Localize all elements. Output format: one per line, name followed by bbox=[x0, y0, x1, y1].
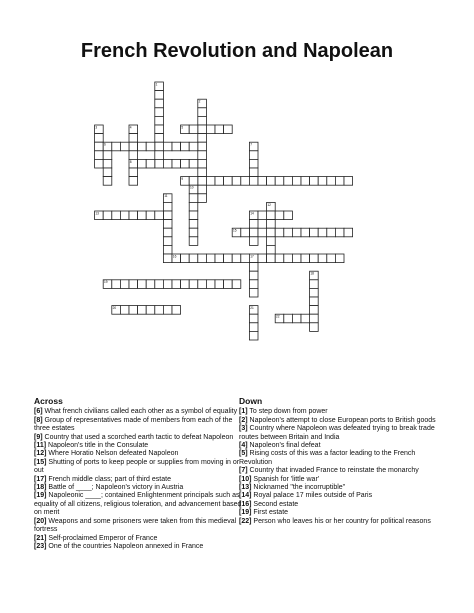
grid-cell[interactable] bbox=[284, 228, 293, 237]
grid-cell[interactable] bbox=[249, 271, 258, 280]
grid-cell[interactable] bbox=[275, 211, 284, 220]
grid-cell[interactable] bbox=[172, 159, 181, 168]
grid-cell[interactable] bbox=[112, 280, 121, 289]
grid-cell[interactable] bbox=[232, 177, 241, 186]
grid-cell[interactable] bbox=[249, 151, 258, 160]
clue-text: Napoleon's attempt to close European ports to British goods bbox=[249, 416, 436, 424]
cell-number: 6 bbox=[104, 142, 106, 147]
grid-cell[interactable] bbox=[120, 142, 129, 151]
grid-cell[interactable] bbox=[267, 220, 276, 229]
grid-cell[interactable] bbox=[284, 177, 293, 186]
grid-cell[interactable] bbox=[172, 280, 181, 289]
grid-cell[interactable] bbox=[258, 228, 267, 237]
grid-cell[interactable] bbox=[163, 254, 172, 263]
clue-number: [14] bbox=[239, 492, 252, 500]
cell-number: 4 bbox=[129, 125, 132, 130]
across-clue bbox=[34, 417, 242, 434]
grid-cell[interactable] bbox=[310, 297, 319, 306]
clue-text: Second estate bbox=[253, 500, 299, 508]
grid-cell[interactable] bbox=[155, 280, 164, 289]
across-clue-list bbox=[34, 397, 242, 551]
grid-cell[interactable] bbox=[310, 323, 319, 332]
cell-number: 17 bbox=[250, 254, 254, 259]
down-clue bbox=[239, 518, 447, 526]
grid-cell[interactable] bbox=[292, 228, 301, 237]
grid-cell[interactable] bbox=[189, 194, 198, 203]
grid-cell[interactable] bbox=[129, 211, 138, 220]
grid-cell[interactable] bbox=[163, 159, 172, 168]
grid-cell[interactable] bbox=[301, 177, 310, 186]
grid-cell[interactable] bbox=[189, 254, 198, 263]
across-clue bbox=[34, 408, 242, 416]
cell-number: 16 bbox=[172, 254, 177, 259]
clue-number: [11] bbox=[34, 442, 47, 450]
clue-number: [8] bbox=[34, 416, 43, 424]
clue-text: Self-proclaimed Emperor of France bbox=[48, 534, 158, 542]
clue-text: Battle of ____; Napoleon's victory in Austria bbox=[48, 484, 184, 492]
grid-cell[interactable] bbox=[198, 125, 207, 134]
clue-number: [6] bbox=[34, 408, 43, 416]
grid-cell[interactable] bbox=[198, 280, 207, 289]
clue-number: [7] bbox=[239, 467, 248, 475]
cell-number: 20 bbox=[112, 306, 117, 310]
grid-cell[interactable] bbox=[198, 108, 207, 117]
cell-number: 5 bbox=[181, 125, 184, 130]
clue-number: [17] bbox=[34, 475, 47, 483]
cell-number: 3 bbox=[95, 125, 98, 130]
grid-cell[interactable] bbox=[301, 314, 310, 323]
grid-cell[interactable] bbox=[275, 228, 284, 237]
grid-cell[interactable] bbox=[275, 177, 284, 186]
grid-cell[interactable] bbox=[215, 125, 224, 134]
across-clue bbox=[34, 535, 242, 543]
grid-cell[interactable] bbox=[155, 108, 164, 117]
grid-cell[interactable] bbox=[129, 306, 138, 315]
across-clue bbox=[34, 484, 242, 492]
grid-cell[interactable] bbox=[138, 159, 147, 168]
grid-cell[interactable] bbox=[163, 202, 172, 211]
cell-number: 8 bbox=[129, 159, 132, 164]
grid-cell[interactable] bbox=[163, 228, 172, 237]
grid-cell[interactable] bbox=[318, 228, 327, 237]
grid-cell[interactable] bbox=[198, 159, 207, 168]
grid-cell[interactable] bbox=[198, 177, 207, 186]
clue-text: Group of representatives made of members from each of the three estates bbox=[34, 416, 233, 433]
grid-cell[interactable] bbox=[103, 168, 112, 177]
grid-cell[interactable] bbox=[310, 228, 319, 237]
grid-cell[interactable] bbox=[189, 211, 198, 220]
clue-number: [12] bbox=[34, 450, 47, 458]
grid-cell[interactable] bbox=[275, 254, 284, 263]
cell-number: 12 bbox=[267, 202, 271, 207]
grid-cell[interactable] bbox=[95, 159, 104, 168]
grid-cell[interactable] bbox=[249, 168, 258, 177]
across-clue bbox=[34, 543, 242, 551]
grid-cell[interactable] bbox=[181, 142, 190, 151]
down-heading: Down bbox=[239, 396, 263, 406]
clue-text: Country where Napoleon was defeated trying to break trade routes between Britain and India bbox=[239, 425, 435, 441]
grid-cell[interactable] bbox=[241, 254, 250, 263]
across-clue bbox=[34, 476, 242, 484]
grid-cell[interactable] bbox=[267, 237, 276, 246]
down-clue bbox=[239, 501, 447, 509]
grid-cell[interactable] bbox=[163, 237, 172, 246]
grid-cell[interactable] bbox=[189, 280, 198, 289]
grid-cell[interactable] bbox=[335, 254, 344, 263]
grid-cell[interactable] bbox=[163, 280, 172, 289]
grid-cell[interactable] bbox=[249, 280, 258, 289]
cell-number: 19 bbox=[104, 280, 108, 285]
grid-cell[interactable] bbox=[129, 134, 138, 143]
grid-cell[interactable] bbox=[103, 211, 112, 220]
grid-cell[interactable] bbox=[163, 142, 172, 151]
across-clue bbox=[34, 434, 242, 442]
grid-cell[interactable] bbox=[198, 185, 207, 194]
cell-number: 18 bbox=[310, 271, 314, 276]
cell-number: 14 bbox=[250, 211, 254, 216]
grid-cell[interactable] bbox=[163, 220, 172, 229]
grid-cell[interactable] bbox=[120, 211, 129, 220]
grid-cell[interactable] bbox=[155, 91, 164, 100]
grid-cell[interactable] bbox=[327, 177, 336, 186]
grid-cell[interactable] bbox=[215, 177, 224, 186]
grid-cell[interactable] bbox=[95, 151, 104, 160]
clue-text: Weapons and some prisoners were taken from this medieval fortress bbox=[34, 517, 237, 534]
clue-text: French middle class; part of third estate bbox=[48, 475, 171, 483]
clue-number: [15] bbox=[34, 458, 47, 466]
grid-cell[interactable] bbox=[267, 228, 276, 237]
grid-cell[interactable] bbox=[335, 228, 344, 237]
grid-cell[interactable] bbox=[284, 211, 293, 220]
down-clue bbox=[239, 425, 447, 442]
grid-cell[interactable] bbox=[224, 125, 233, 134]
grid-cell[interactable] bbox=[112, 142, 121, 151]
grid-cell[interactable] bbox=[310, 280, 319, 289]
grid-cell[interactable] bbox=[155, 142, 164, 151]
grid-cell[interactable] bbox=[120, 280, 129, 289]
clue-text: What french civilians called each other as a symbol of equality bbox=[44, 408, 238, 416]
grid-cell[interactable] bbox=[181, 280, 190, 289]
grid-cell[interactable] bbox=[189, 177, 198, 186]
clue-text: Shutting of ports to keep people or supplies from moving in or out bbox=[34, 458, 240, 475]
clue-text: Where Horatio Nelson defeated Napoleon bbox=[48, 450, 179, 458]
down-clue bbox=[239, 476, 447, 484]
clue-text: First estate bbox=[253, 509, 289, 517]
grid-cell[interactable] bbox=[284, 314, 293, 323]
across-clue bbox=[34, 442, 242, 450]
clue-text: Napoleon's final defeat bbox=[249, 442, 321, 450]
grid-cell[interactable] bbox=[172, 142, 181, 151]
grid-cell[interactable] bbox=[318, 177, 327, 186]
grid-cell[interactable] bbox=[206, 125, 215, 134]
down-clue bbox=[239, 467, 447, 475]
clue-number: [20] bbox=[34, 517, 47, 525]
grid-cell[interactable] bbox=[198, 116, 207, 125]
grid-cell[interactable] bbox=[189, 202, 198, 211]
grid-cell[interactable] bbox=[344, 177, 353, 186]
grid-cell[interactable] bbox=[241, 228, 250, 237]
grid-cell[interactable] bbox=[224, 177, 233, 186]
grid-cell[interactable] bbox=[95, 142, 104, 151]
grid-cell[interactable] bbox=[189, 159, 198, 168]
grid-cell[interactable] bbox=[163, 306, 172, 315]
grid-cell[interactable] bbox=[258, 211, 267, 220]
grid-cell[interactable] bbox=[249, 288, 258, 297]
puzzle-title: French Revolution and Napolean bbox=[80, 40, 394, 62]
grid-cell[interactable] bbox=[146, 306, 155, 315]
grid-cell[interactable] bbox=[189, 142, 198, 151]
grid-cell[interactable] bbox=[155, 159, 164, 168]
grid-cell[interactable] bbox=[198, 194, 207, 203]
grid-cell[interactable] bbox=[146, 280, 155, 289]
grid-cell[interactable] bbox=[267, 177, 276, 186]
grid-cell[interactable] bbox=[206, 177, 215, 186]
cell-number: 11 bbox=[164, 194, 168, 199]
clue-number: [19] bbox=[239, 509, 252, 517]
grid-cell[interactable] bbox=[215, 280, 224, 289]
cell-number: 21 bbox=[250, 306, 254, 310]
grid-cell[interactable] bbox=[95, 134, 104, 143]
cell-number: 15 bbox=[233, 228, 237, 233]
grid-cell[interactable] bbox=[224, 280, 233, 289]
grid-cell[interactable] bbox=[249, 220, 258, 229]
clue-text: Country that invaded France to reinstate the monarchy bbox=[249, 467, 419, 475]
grid-cell[interactable] bbox=[292, 177, 301, 186]
grid-cell[interactable] bbox=[189, 237, 198, 246]
grid-cell[interactable] bbox=[181, 254, 190, 263]
clue-number: [5] bbox=[239, 450, 248, 458]
across-clue bbox=[34, 459, 242, 476]
clue-number: [23] bbox=[34, 542, 47, 550]
cell-number: 1 bbox=[155, 82, 158, 87]
grid-cell[interactable] bbox=[267, 211, 276, 220]
grid-cell[interactable] bbox=[301, 254, 310, 263]
cell-number: 2 bbox=[198, 99, 201, 104]
grid-cell[interactable] bbox=[138, 306, 147, 315]
grid-cell[interactable] bbox=[163, 211, 172, 220]
grid-cell[interactable] bbox=[103, 177, 112, 186]
grid-cell[interactable] bbox=[129, 280, 138, 289]
grid-cell[interactable] bbox=[172, 306, 181, 315]
grid-cell[interactable] bbox=[129, 142, 138, 151]
grid-cell[interactable] bbox=[215, 254, 224, 263]
cell-number: 22 bbox=[276, 314, 280, 319]
grid-cell[interactable] bbox=[267, 245, 276, 254]
cell-number: 7 bbox=[250, 142, 252, 147]
clue-number: [1] bbox=[239, 408, 248, 416]
grid-cell[interactable] bbox=[344, 228, 353, 237]
grid-cell[interactable] bbox=[249, 323, 258, 332]
grid-cell[interactable] bbox=[292, 254, 301, 263]
grid-cell[interactable] bbox=[198, 134, 207, 143]
grid-cell[interactable] bbox=[249, 331, 258, 340]
clue-text: Spanish for 'little war' bbox=[253, 475, 320, 483]
grid-cell[interactable] bbox=[198, 254, 207, 263]
clue-text: Person who leaves his or her country for political reasons bbox=[253, 517, 431, 525]
grid-cell[interactable] bbox=[258, 254, 267, 263]
clue-text: Napoleon's title in the Consulate bbox=[48, 442, 149, 450]
grid-cell[interactable] bbox=[284, 254, 293, 263]
grid-cell[interactable] bbox=[129, 168, 138, 177]
grid-cell[interactable] bbox=[146, 159, 155, 168]
grid-cell[interactable] bbox=[155, 306, 164, 315]
grid-cell[interactable] bbox=[249, 263, 258, 272]
clue-text: Country that used a scorched earth tactic to defeat Napoleon bbox=[44, 433, 234, 441]
grid-cell[interactable] bbox=[189, 125, 198, 134]
clue-number: [10] bbox=[239, 475, 252, 483]
grid-cell[interactable] bbox=[318, 254, 327, 263]
clue-text: To step down from power bbox=[249, 408, 328, 416]
grid-cell[interactable] bbox=[129, 177, 138, 186]
clue-number: [4] bbox=[239, 442, 248, 450]
grid-cell[interactable] bbox=[232, 254, 241, 263]
clue-number: [21] bbox=[34, 534, 47, 542]
grid-cell[interactable] bbox=[310, 288, 319, 297]
clue-text: Royal palace 17 miles outside of Paris bbox=[253, 492, 373, 500]
grid-cell[interactable] bbox=[120, 306, 129, 315]
clue-number: [2] bbox=[239, 416, 248, 424]
clue-text: Nicknamed "the incorruptible" bbox=[253, 484, 346, 492]
grid-cell[interactable] bbox=[146, 142, 155, 151]
grid-cell[interactable] bbox=[310, 314, 319, 323]
across-clue bbox=[34, 518, 242, 535]
grid-cell[interactable] bbox=[181, 159, 190, 168]
grid-cell[interactable] bbox=[103, 151, 112, 160]
down-clue bbox=[239, 509, 447, 517]
grid-cell[interactable] bbox=[301, 228, 310, 237]
clue-number: [18] bbox=[34, 484, 47, 492]
cell-number: 9 bbox=[181, 177, 184, 181]
grid-cell[interactable] bbox=[249, 228, 258, 237]
grid-cell[interactable] bbox=[241, 177, 250, 186]
down-clue bbox=[239, 408, 447, 416]
grid-cell[interactable] bbox=[189, 220, 198, 229]
grid-cell[interactable] bbox=[206, 254, 215, 263]
grid-cell[interactable] bbox=[146, 211, 155, 220]
grid-cell[interactable] bbox=[258, 177, 267, 186]
grid-cell[interactable] bbox=[198, 151, 207, 160]
grid-cell[interactable] bbox=[327, 228, 336, 237]
grid-cell[interactable] bbox=[138, 211, 147, 220]
grid-cell[interactable] bbox=[155, 211, 164, 220]
down-clue bbox=[239, 484, 447, 492]
cell-number: 13 bbox=[95, 211, 99, 216]
grid-cell[interactable] bbox=[292, 314, 301, 323]
across-heading: Across bbox=[34, 396, 63, 406]
grid-cell[interactable] bbox=[155, 151, 164, 160]
grid-cell[interactable] bbox=[129, 151, 138, 160]
clue-number: [19] bbox=[34, 492, 47, 500]
clue-text: Napoleonic ____; contained Enlightenment principals such as equality of all citizens, religious toleration, and advancement based on merit bbox=[34, 492, 242, 517]
down-clue-list bbox=[239, 397, 447, 526]
grid-cell[interactable] bbox=[206, 280, 215, 289]
grid-cell[interactable] bbox=[189, 228, 198, 237]
across-clue bbox=[34, 450, 242, 458]
clue-text: One of the countries Napoleon annexed in France bbox=[48, 542, 204, 550]
grid-cell[interactable] bbox=[310, 306, 319, 315]
clue-text: Rising costs of this was a factor leading to the French Revolution bbox=[239, 450, 416, 466]
grid-cell[interactable] bbox=[198, 142, 207, 151]
grid-cell[interactable] bbox=[249, 159, 258, 168]
grid-cell[interactable] bbox=[155, 125, 164, 134]
grid-cell[interactable] bbox=[249, 237, 258, 246]
clue-number: [16] bbox=[239, 500, 252, 508]
across-clue bbox=[34, 492, 242, 517]
clue-number: [22] bbox=[239, 517, 252, 525]
grid-cell[interactable] bbox=[249, 177, 258, 186]
grid-cell[interactable] bbox=[198, 168, 207, 177]
clue-number: [3] bbox=[239, 425, 248, 433]
grid-cell[interactable] bbox=[267, 254, 276, 263]
grid-cell[interactable] bbox=[232, 280, 241, 289]
grid-cell[interactable] bbox=[103, 159, 112, 168]
grid-cell[interactable] bbox=[138, 280, 147, 289]
down-clue bbox=[239, 442, 447, 450]
down-clue bbox=[239, 417, 447, 425]
down-clue bbox=[239, 492, 447, 500]
grid-cell[interactable] bbox=[327, 254, 336, 263]
grid-cell[interactable] bbox=[310, 177, 319, 186]
grid-cell[interactable] bbox=[155, 134, 164, 143]
grid-cell[interactable] bbox=[163, 245, 172, 254]
grid-cell[interactable] bbox=[310, 254, 319, 263]
down-clue bbox=[239, 450, 447, 467]
grid-cell[interactable] bbox=[155, 116, 164, 125]
cell-number: 10 bbox=[190, 185, 194, 190]
grid-cell[interactable] bbox=[224, 254, 233, 263]
grid-cell[interactable] bbox=[112, 211, 121, 220]
clue-number: [9] bbox=[34, 433, 43, 441]
grid-cell[interactable] bbox=[138, 142, 147, 151]
grid-cell[interactable] bbox=[335, 177, 344, 186]
grid-cell[interactable] bbox=[155, 99, 164, 108]
grid-cell[interactable] bbox=[249, 314, 258, 323]
clue-number: [13] bbox=[239, 484, 252, 492]
